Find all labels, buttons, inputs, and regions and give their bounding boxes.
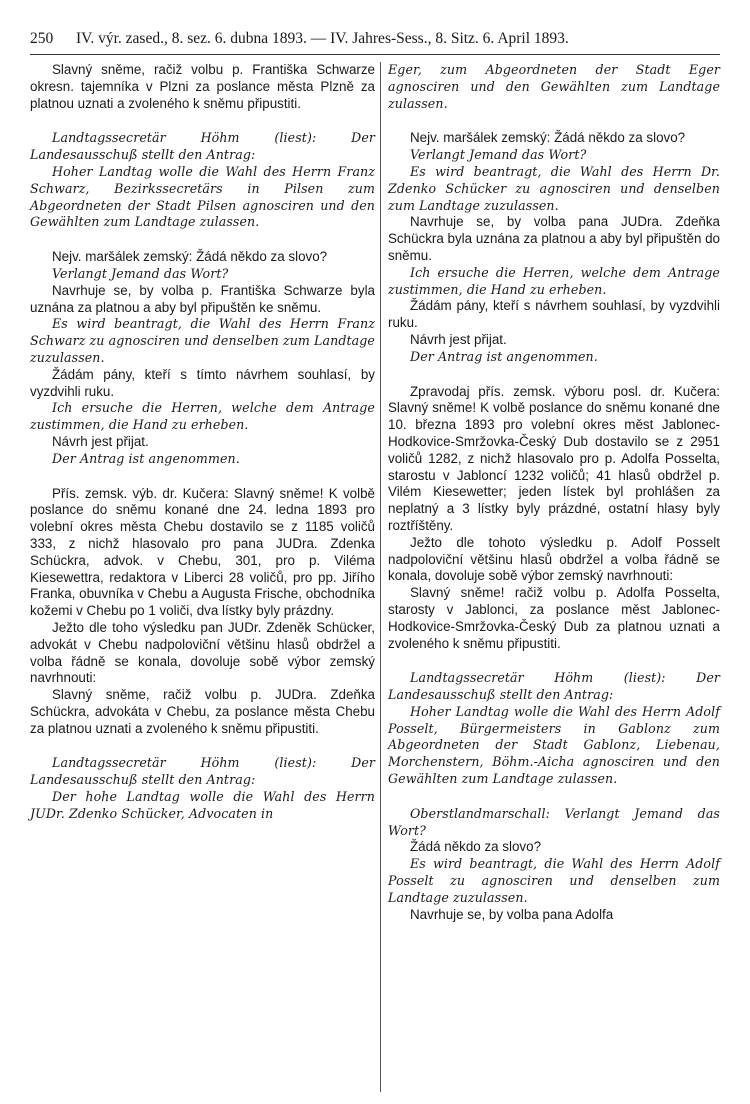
paragraph: Verlangt Jemand das Wort?: [52, 265, 229, 281]
paragraph: Es wird beantragt, die Wahl des Herrn Franz Schwarz zu agnosciren und denselben zum Landtage zuzulassen.: [30, 316, 375, 365]
paragraph: Zpravodaj přís. zemsk. výboru posl. dr. Kučera: Slavný sněme! K volbě poslance do sněmu konané dne 10. března 1893 pro volební okres měst Jablonec-Hodkovice-Smržovka-Český Dub dostavilo se z 2951 voličů 1282, z nichž hlasovalo pro p. Adolfa Posselta, starostu v Jabloncí 1232 voličů; 41 hlasů obdržel p. Vilém Kiesewetter; jeden lístek byl prohlášen za neplatný a 3 lístky byly prázdné, ostatní hlasy byly roztříštěny.: [388, 383, 720, 533]
paragraph: Ich ersuche die Herren, welche dem Antrage zustimmen, die Hand zu erheben.: [388, 264, 720, 297]
paragraph: Návrh jest přijat.: [410, 331, 507, 347]
paragraph: Navrhuje se, by volba p. Františka Schwarze byla uznána za platnou a aby byl připuštěn ke sněmu.: [30, 282, 375, 315]
paragraph-gap: [388, 366, 720, 384]
paragraph-gap: [388, 652, 720, 670]
paragraph: Oberstlandmarschall: Verlangt Jemand das Wort?: [388, 805, 720, 838]
paragraph-gap: [30, 231, 375, 249]
paragraph: Slavný sněme, račiž volbu p. JUDra. Zdeňka Schückra, advokáta v Chebu, za poslance města Chebu za platnou uznati a zvoleného k sněmu připustiti.: [30, 687, 375, 736]
paragraph-gap: [30, 737, 375, 755]
running-head: IV. výr. zased., 8. sez. 6. dubna 1893. — IV. Jahres-Sess., 8. Sitz. 6. April 1893.: [76, 30, 569, 47]
paragraph-gap: [388, 788, 720, 806]
paragraph: Žádám pány, kteří s tímto návrhem souhlasí, by vyzdvihli ruku.: [30, 366, 375, 399]
paragraph: Navrhuje se, by volba pana JUDra. Zdeňka Schückra byla uznána za platnou a aby byl připuštěn do sněmu.: [388, 214, 721, 263]
paragraph: Ježto dle toho výsledku pan JUDr. Zdeněk Schücker, advokát v Chebu nadpoloviční většinu hlasů obdržel a volba řádně se konala, dovoluje sobě výbor zemský navrhnouti:: [30, 619, 375, 686]
paragraph: Es wird beantragt, die Wahl des Herrn Adolf Posselt zu agnosciren und denselben zum Landtage zuzulassen.: [388, 856, 720, 905]
paragraph-gap: [388, 112, 720, 130]
paragraph: Verlangt Jemand das Wort?: [410, 147, 587, 163]
paragraph: Landtagssecretär Höhm (liest): Der Landesausschuß stellt den Antrag:: [30, 130, 375, 163]
left-column: [30, 62, 375, 823]
paragraph: Žádám pány, kteří s návrhem souhlasí, by vyzdvihli ruku.: [388, 298, 720, 331]
page-number: 250: [30, 30, 54, 47]
paragraph: Ježto dle tohoto výsledku p. Adolf Posselt nadpoloviční většinu hlasů obdržel a volba řádně se konala, dovoluje sobě výbor zemský navrhnouti:: [388, 534, 720, 584]
paragraph: Ich ersuche die Herren, welche dem Antrage zustimmen, die Hand zu erheben.: [30, 400, 375, 433]
paragraph: Nejv. maršálek zemský: Žádá někdo za slovo?: [52, 249, 328, 265]
paragraph: Eger, zum Abgeordneten der Stadt Eger agnosciren und den Gewählten zum Landtage zulassen.: [388, 62, 720, 111]
paragraph: Hoher Landtag wolle die Wahl des Herrn Adolf Posselt, Bürgermeisters in Gablonz zum Abgeordneten der Stadt Gablonz, Liebenau, Morchenstern, Böhm.-Aicha agnosciren und den Gewählten zum Landtage zulassen.: [388, 703, 720, 787]
paragraph-gap: [30, 468, 375, 486]
paragraph: Návrh jest přijat.: [52, 433, 149, 449]
right-column: [388, 62, 720, 923]
paragraph: Landtagssecretär Höhm (liest): Der Landesausschuß stellt den Antrag:: [388, 670, 720, 703]
paragraph: Der hohe Landtag wolle die Wahl des Herrn JUDr. Zdenko Schücker, Advocaten in: [30, 789, 375, 821]
header-rule: [30, 54, 720, 55]
paragraph: Žádá někdo za slovo?: [410, 839, 542, 855]
paragraph: Landtagssecretär Höhm (liest): Der Landesausschuß stellt den Antrag:: [30, 755, 375, 788]
paragraph-gap: [30, 112, 375, 130]
column-divider: [380, 62, 381, 1092]
paragraph: Navrhuje se, by volba pana Adolfa: [410, 906, 614, 922]
paragraph: Nejv. maršálek zemský: Žádá někdo za slovo?: [410, 130, 686, 146]
paragraph: Přís. zemsk. výb. dr. Kučera: Slavný sněme! K volbě poslance do sněmu konané dne 24. ledna 1893 pro volební okres města Chebu dostavilo se z 1185 voličů 333, z nichž hlasovalo pro pana JUDra. Zdenka Schückra, advok. v Chebu, 301, pro p. Viléma Kiesewettra, redaktora v Liberci 28 voličů, pro pp. Jiřího Franka, obuvníka v Chebu a Augusta Frische, obchodníka kožemi v Chebu po 1 voliči, dva lístky byly prázdny.: [30, 485, 375, 619]
paragraph: Hoher Landtag wolle die Wahl des Herrn Franz Schwarz, Bezirkssecretärs in Pilsen zum Abgeordneten der Stadt Pilsen agnosciren und den Gewählten zum Landtage zulassen.: [30, 163, 375, 230]
paragraph: Der Antrag ist angenommen.: [410, 348, 598, 364]
paragraph: Der Antrag ist angenommen.: [52, 450, 240, 466]
paragraph: Es wird beantragt, die Wahl des Herrn Dr. Zdenko Schücker zu agnosciren und denselben zum Landtage zuzulassen.: [388, 163, 720, 213]
paragraph: Slavný sněme, račiž volbu p. Františka Schwarze okresn. tajemníka v Plzni za poslance města Plzně za platnou uznati a zvoleného k sněmu připustiti.: [30, 62, 375, 111]
page-header: [30, 30, 720, 52]
paragraph: Slavný sněme! račiž volbu p. Adolfa Posselta, starosty v Jablonci, za poslance měst Jablonec-Hodkovice-Smržovka-Český Dub za platnou uznati a zvoleného k sněmu připustiti.: [388, 585, 720, 651]
